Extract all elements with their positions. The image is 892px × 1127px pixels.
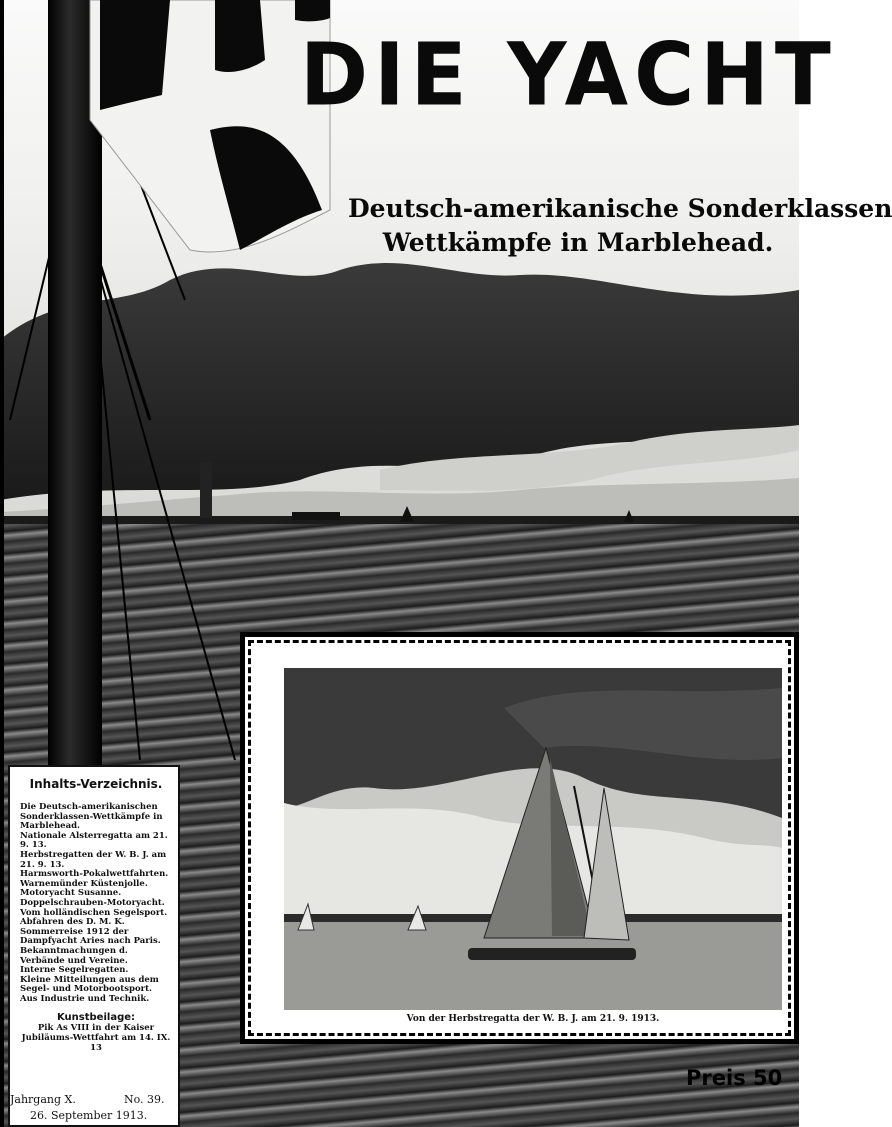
toc-item: Doppelschrauben-Motoryacht. — [20, 897, 165, 908]
checkered-flag — [90, 0, 330, 260]
issue-number: No. 39. — [124, 1093, 165, 1106]
distant-steamer — [292, 512, 340, 520]
issue-date: 26. September 1913. — [30, 1109, 148, 1122]
toc-item: Abfahren des D. M. K. — [20, 917, 125, 928]
kunstbeilage-title: Kunstbeilage: — [56, 1012, 136, 1024]
toc-item: Warnemünder Küstenjolle. — [20, 878, 148, 889]
table-of-contents — [8, 765, 180, 1127]
magazine-title: DIE YACHT — [300, 25, 837, 126]
volume-label: Jahrgang X. — [10, 1093, 76, 1106]
toc-item: Kleine Mitteilungen aus dem Segel- und Motorbootsport. — [20, 974, 159, 995]
toc-title: Inhalts-Verzeichnis. — [29, 777, 163, 791]
headline-line-2: Wettkämpfe in Marblehead. — [382, 228, 774, 257]
photo-caption: Von der Herbstregatta der W. B. J. am 21. 9. 1913. — [406, 1014, 660, 1024]
toc-item: Nationale Alsterregatta am 21. 9. 13. — [20, 830, 168, 851]
toc-item: Die Deutsch-amerikanischen Sonderklassen-Wettkämpfe in Marblehead. — [20, 802, 163, 832]
headline-line-1: Deutsch-amerikanische Sonderklassen — [348, 194, 892, 223]
cover-headline — [348, 192, 892, 260]
price-label: Preis 50 — [686, 1066, 783, 1090]
toc-item: Motoryacht Susanne. — [20, 888, 122, 899]
regatta-photo — [284, 668, 782, 1010]
toc-item: Interne Segelregatten. — [20, 965, 129, 976]
toc-item: Harmsworth-Pokalwettfahrten. — [20, 869, 169, 880]
toc-item: Herbstregatten der W. B. J. am 21. 9. 13. — [20, 849, 167, 870]
page-edge — [0, 0, 4, 1127]
toc-item: Sommerreise 1912 der Dampfyacht Aries nach Paris. — [20, 926, 161, 947]
toc-item: Bekanntmachungen d. Verbände und Vereine. — [20, 945, 128, 966]
toc-item: Aus Industrie und Technik. — [20, 993, 150, 1004]
kunstbeilage-text: Pik As VIII in der Kaiser Jubiläums-Wettfahrt am 14. IX. 13 — [21, 1023, 171, 1054]
toc-item: Vom holländischen Segelsport. — [20, 907, 168, 918]
